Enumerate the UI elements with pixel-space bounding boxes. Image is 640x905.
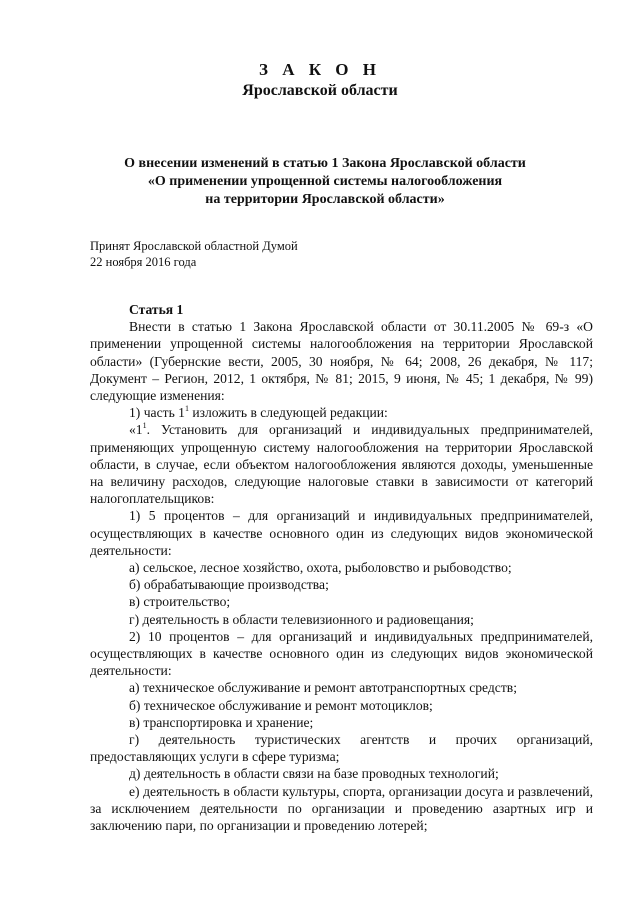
- point-text: изложить в следующей редакции:: [188, 405, 388, 421]
- list-item: а) техническое обслуживание и ремонт автотранспортных средств;: [129, 680, 517, 696]
- article-heading: Статья 1: [129, 302, 184, 317]
- adoption-date: 22 ноября 2016 года: [90, 255, 197, 269]
- list-item: г) деятельность в области телевизионного и радиовещания;: [129, 611, 474, 627]
- article-intro: Внести в статью 1 Закона Ярославской области от 30.11.2005 № 69-з «О применении упрощенной системы налогообложения на территории Ярославской области» (Губернские вести, 2005, 30 ноября, № 64; 2008, 26 декабря, № 117; Документ – Регион, 2012, 1 октября, № 81; 2015, 9 июня, № 45; 1 декабря, № 99) следующие изменения:: [90, 319, 593, 404]
- quote-text: . Установить для организаций и индивидуальных предпринимателей, применяющих упрощенную систему налогообложения на территории Ярославской области, в случае, если объектом налогообложения являются доходы, уменьшенные на величину расходов, следующие налоговые ставки в зависимости от категорий налогоплательщиков:: [90, 422, 593, 507]
- quote-superscript: 1: [142, 421, 147, 431]
- list-item: б) техническое обслуживание и ремонт мотоциклов;: [129, 697, 433, 713]
- point-text: 1) часть 1: [129, 405, 185, 421]
- amendment-point-1: [90, 404, 593, 421]
- list-item: б) обрабатывающие производства;: [129, 577, 329, 593]
- list-item: д) деятельность в области связи на базе проводных технологий;: [129, 766, 499, 782]
- list-item: в) транспортировка и хранение;: [129, 714, 314, 730]
- article-body: [90, 301, 593, 834]
- list-item: а) сельское, лесное хозяйство, охота, рыболовство и рыбоводство;: [129, 560, 512, 576]
- point-superscript: 1: [184, 404, 189, 414]
- list-item: г) деятельность туристических агентств и прочих организаций, предоставляющих услуги в сфере туризма;: [90, 732, 593, 765]
- document-title: З А К О Н: [258, 60, 382, 79]
- adoption-info: [90, 238, 298, 270]
- subject-line: на территории Ярославской области»: [205, 192, 445, 207]
- rate-5-percent: 1) 5 процентов – для организаций и индивидуальных предпринимателей, осуществляющих в качестве основного один из следующих видов экономической деятельности:: [90, 508, 593, 558]
- list-item: е) деятельность в области культуры, спорта, организации досуга и развлечений, за исключением деятельности по организации и проведению азартных игр и заключению пари, по организации и проведению лотерей;: [90, 783, 593, 834]
- list-item: в) строительство;: [129, 594, 231, 610]
- adoption-body: Принят Ярославской областной Думой: [90, 239, 298, 253]
- document-region: Ярославской области: [242, 82, 398, 99]
- quoted-paragraph: [90, 421, 593, 507]
- subject-line: «О применении упрощенной системы налогообложения: [147, 174, 503, 189]
- rate-10-percent: 2) 10 процентов – для организаций и индивидуальных предпринимателей, осуществляющих в качестве основного один из следующих видов экономической деятельности:: [90, 628, 593, 679]
- quote-text: «1: [129, 422, 143, 438]
- subject-line: О внесении изменений в статью 1 Закона Ярославской области: [124, 156, 526, 171]
- law-subject: [90, 155, 560, 209]
